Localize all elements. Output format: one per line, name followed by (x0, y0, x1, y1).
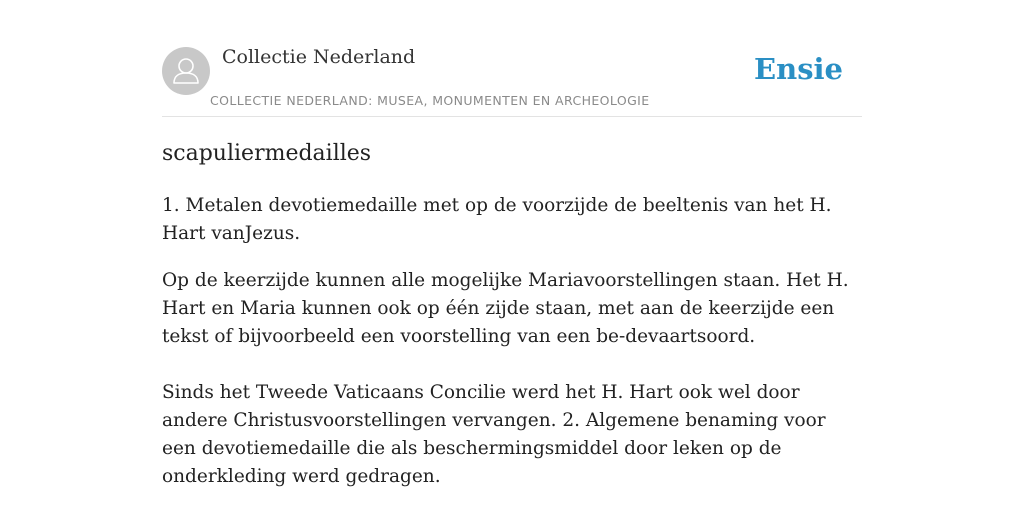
paragraph-3: Sinds het Tweede Vaticaans Concilie werd het H. Hart ook wel door andere Christusvoorstellingen vervangen. 2. Algemene benaming voor een devotiemedaille die als beschermingsmiddel door leken op de onderkleding werd gedragen. (162, 382, 826, 487)
article-header (162, 0, 862, 117)
article-page (162, 0, 862, 512)
avatar[interactable] (162, 47, 210, 95)
paragraph-1: 1. Metalen devotiemedaille met op de voorzijde de beeltenis van het H. Hart vanJezus. (162, 195, 832, 244)
page-title: scapuliermedailles (162, 141, 372, 166)
author-name[interactable]: Collectie Nederland (222, 46, 416, 68)
article-body (162, 192, 862, 510)
author-subtitle: COLLECTIE NEDERLAND: MUSEA, MONUMENTEN EN ARCHEOLOGIE (210, 93, 650, 108)
paragraph-2: Op de keerzijde kunnen alle mogelijke Mariavoorstellingen staan. Het H. Hart en Maria kunnen ook op één zijde staan, met aan de keerzijde een tekst of bijvoorbeeld een voorstelling van een be-devaartsoord. (162, 270, 849, 347)
user-silhouette-icon (162, 47, 210, 95)
ensie-logo[interactable]: Ensie (754, 52, 843, 86)
